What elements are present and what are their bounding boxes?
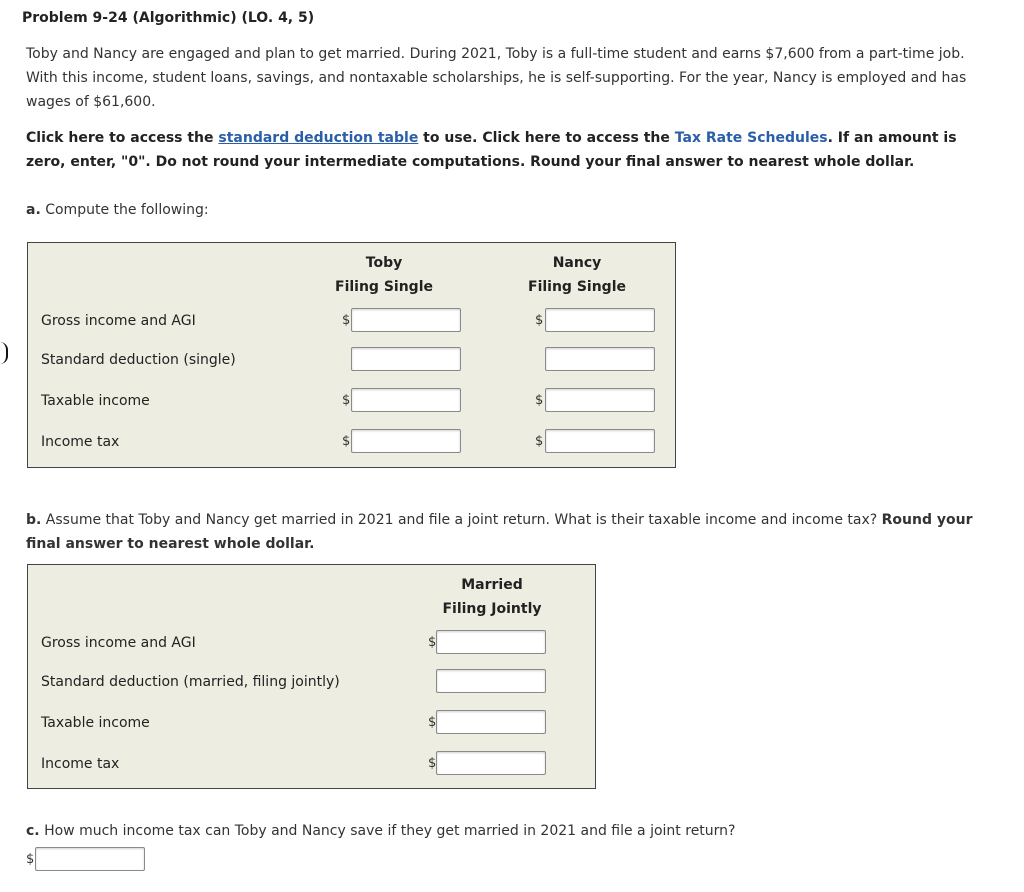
currency-symbol: $ <box>26 852 35 867</box>
married-filing-status: Filing Jointly <box>442 601 542 617</box>
standard-deduction-table-link[interactable]: standard deduction table <box>218 130 419 146</box>
married-label: Married <box>461 577 523 593</box>
toby-gross-income-input[interactable] <box>351 308 461 332</box>
part-c-text: How much income tax can Toby and Nancy save if they get married in 2021 and file a joint return? <box>44 823 736 839</box>
toby-standard-deduction-input[interactable] <box>351 347 461 371</box>
currency-symbol: $ <box>535 313 544 328</box>
row-label-income-tax: Income tax <box>41 756 120 772</box>
part-b-prompt <box>26 508 996 556</box>
toby-filing-status: Filing Single <box>335 279 433 295</box>
problem-intro: Toby and Nancy are engaged and plan to get married. During 2021, Toby is a full-time student and earns $7,600 from a part-time job. With this income, student loans, savings, and nontaxable scholarships, he is self-supporting. For the year, Nancy is employed and has wages of $61,600. <box>26 46 967 110</box>
part-a-table <box>27 242 676 468</box>
toby-income-tax-input[interactable] <box>351 429 461 453</box>
toby-taxable-income-input[interactable] <box>351 388 461 412</box>
joint-standard-deduction-input[interactable] <box>436 669 546 693</box>
part-b-marker: b. <box>26 512 42 528</box>
currency-symbol: $ <box>342 434 351 449</box>
row-label-income-tax: Income tax <box>41 434 120 450</box>
tax-savings-input[interactable] <box>35 847 145 871</box>
part-b-emphasis: Round your final answer to nearest whole dollar. <box>26 512 973 552</box>
joint-income-tax-input[interactable] <box>436 751 546 775</box>
row-label-taxable-income: Taxable income <box>41 393 150 409</box>
instructions <box>26 126 996 174</box>
part-c-prompt <box>26 819 996 843</box>
joint-gross-income-input[interactable] <box>436 630 546 654</box>
currency-symbol: $ <box>428 635 437 650</box>
currency-symbol: $ <box>428 756 437 771</box>
row-label-gross-income: Gross income and AGI <box>41 313 196 329</box>
nancy-column-header <box>502 251 652 299</box>
row-label-gross-income: Gross income and AGI <box>41 635 196 651</box>
currency-symbol: $ <box>535 434 544 449</box>
toby-name: Toby <box>365 255 403 271</box>
toby-column-header <box>309 251 459 299</box>
nancy-filing-status: Filing Single <box>528 279 626 295</box>
row-label-taxable-income: Taxable income <box>41 715 150 731</box>
part-b-table <box>27 564 596 789</box>
currency-symbol: $ <box>342 313 351 328</box>
instructions-suffix: . If an amount is zero, enter, "0". Do not round your intermediate computations. Round your final answer to nearest whole dollar. <box>26 130 957 170</box>
nancy-gross-income-input[interactable] <box>545 308 655 332</box>
currency-symbol: $ <box>428 715 437 730</box>
tax-rate-schedules-link[interactable]: Tax Rate Schedules <box>674 130 828 146</box>
nancy-standard-deduction-input[interactable] <box>545 347 655 371</box>
row-label-standard-deduction: Standard deduction (married, filing jointly) <box>41 674 340 690</box>
part-c-marker: c. <box>26 823 40 839</box>
instructions-prefix: Click here to access the <box>26 130 219 146</box>
part-b-text: Assume that Toby and Nancy get married in 2021 and file a joint return. What is their taxable income and income tax? <box>45 512 878 528</box>
instructions-middle: to use. Click here to access the <box>418 130 675 146</box>
nancy-income-tax-input[interactable] <box>545 429 655 453</box>
left-edge-bracket <box>0 342 8 364</box>
currency-symbol: $ <box>535 393 544 408</box>
row-label-standard-deduction: Standard deduction (single) <box>41 352 236 368</box>
part-a-text: Compute the following: <box>45 202 209 218</box>
currency-symbol: $ <box>342 393 351 408</box>
nancy-name: Nancy <box>552 255 602 271</box>
nancy-taxable-income-input[interactable] <box>545 388 655 412</box>
joint-taxable-income-input[interactable] <box>436 710 546 734</box>
married-column-header <box>417 573 567 621</box>
part-a-prompt <box>26 198 996 222</box>
problem-title: Problem 9-24 (Algorithmic) (LO. 4, 5) <box>22 10 315 26</box>
part-a-marker: a. <box>26 202 41 218</box>
